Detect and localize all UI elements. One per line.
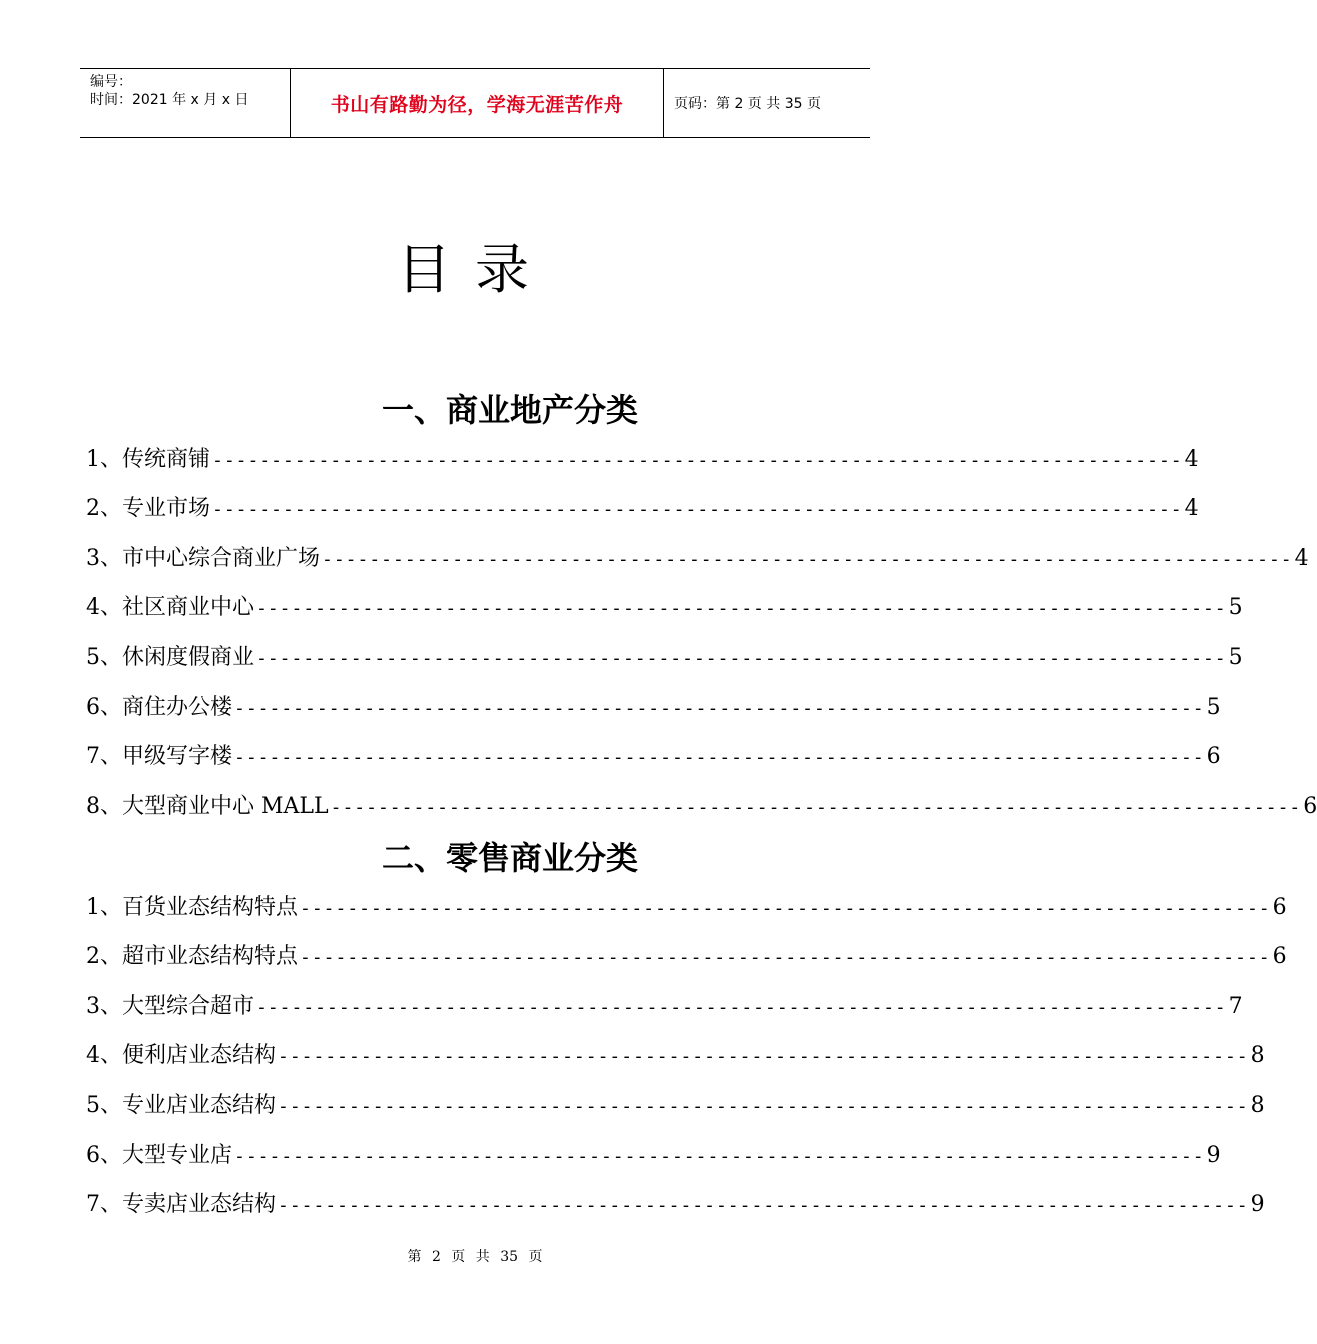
toc-entry-label: 8、大型商业中心 MALL (86, 794, 329, 819)
toc-entry-label: 4、便利店业态结构 (86, 1043, 276, 1068)
toc-entry-label: 5、专业店业态结构 (86, 1093, 276, 1118)
toc-entry-page: 6 (1303, 794, 1317, 819)
toc-leader: ---------------------------------------------------------------------------------- (256, 997, 1227, 1018)
toc-entry-page: 8 (1250, 1093, 1265, 1118)
toc-entry-label: 2、专业市场 (86, 496, 210, 521)
toc-entry-page: 6 (1272, 944, 1287, 969)
toc-entry-page: 4 (1184, 496, 1199, 521)
toc-leader: ---------------------------------------------------------------------------------- (212, 499, 1183, 520)
header-motto-cell (290, 69, 664, 137)
toc-entry-page: 5 (1228, 595, 1243, 620)
toc-entry-page: 6 (1272, 895, 1287, 920)
toc-entry-page: 9 (1250, 1192, 1265, 1217)
header-page-info: 页码：第 2 页 共 35 页 (674, 96, 821, 112)
toc-entry-label: 3、大型综合超市 (86, 994, 254, 1019)
toc-entry[interactable] (86, 942, 1287, 973)
toc-entry[interactable] (86, 792, 1317, 823)
toc-entry[interactable] (86, 544, 1309, 575)
toc-entry-page: 6 (1206, 744, 1221, 769)
toc-leader: ---------------------------------------------------------------------------------- (234, 1146, 1205, 1167)
toc-entry[interactable] (86, 1190, 1265, 1221)
toc-leader: ---------------------------------------------------------------------------------- (300, 947, 1271, 968)
header-motto: 书山有路勤为径，学海无涯苦作舟 (330, 93, 624, 116)
toc-leader: ---------------------------------------------------------------------------------- (278, 1096, 1249, 1117)
toc-entry-label: 3、市中心综合商业广场 (86, 546, 320, 571)
toc-entry[interactable] (86, 893, 1287, 924)
toc-entry[interactable] (86, 992, 1243, 1023)
toc-leader: ---------------------------------------------------------------------------------- (212, 450, 1183, 471)
toc-leader: ---------------------------------------------------------------------------------- (234, 698, 1205, 719)
toc-entry-page: 4 (1184, 447, 1199, 472)
toc-leader: ---------------------------------------------------------------------------------- (278, 1195, 1249, 1216)
toc-leader: ---------------------------------------------------------------------------------- (234, 747, 1205, 768)
toc-entry[interactable] (86, 1091, 1265, 1122)
toc-entry-label: 4、社区商业中心 (86, 595, 254, 620)
toc-entry-page: 5 (1206, 695, 1221, 720)
toc-entry-label: 7、甲级写字楼 (86, 744, 232, 769)
toc-entry-page: 4 (1294, 546, 1309, 571)
toc-entry-label: 1、传统商铺 (86, 447, 210, 472)
page-header (80, 68, 870, 138)
toc-leader: ---------------------------------------------------------------------------------- (278, 1046, 1249, 1067)
toc-entry-page: 7 (1228, 994, 1243, 1019)
toc-entry-label: 2、超市业态结构特点 (86, 944, 298, 969)
toc-entry[interactable] (86, 1041, 1265, 1072)
toc-entry-label: 5、休闲度假商业 (86, 645, 254, 670)
toc-leader: ---------------------------------------------------------------------------------- (322, 549, 1293, 570)
toc-entry-page: 5 (1228, 645, 1243, 670)
toc-entry-label: 6、商住办公楼 (86, 695, 232, 720)
toc-entry[interactable] (86, 445, 1199, 476)
toc-entry-label: 1、百货业态结构特点 (86, 895, 298, 920)
toc-leader: ---------------------------------------------------------------------------------- (256, 648, 1227, 669)
document-number-label: 编号： (90, 74, 132, 90)
toc-entry-page: 8 (1250, 1043, 1265, 1068)
toc-leader: ---------------------------------------------------------------------------------- (300, 898, 1271, 919)
toc-leader: ---------------------------------------------------------------------------------- (330, 797, 1302, 818)
section-title-1: 一、商业地产分类 (381, 391, 638, 429)
toc-entry[interactable] (86, 593, 1243, 624)
toc-entry[interactable] (86, 693, 1221, 724)
toc-entry[interactable] (86, 494, 1199, 525)
toc-entry-label: 6、大型专业店 (86, 1143, 232, 1168)
header-meta (80, 69, 290, 137)
toc-entry[interactable] (86, 643, 1243, 674)
toc-entry-page: 9 (1206, 1143, 1221, 1168)
toc-leader: ---------------------------------------------------------------------------------- (256, 598, 1227, 619)
page-footer: 第 2 页 共 35 页 (407, 1249, 543, 1265)
toc-entry[interactable] (86, 1141, 1221, 1172)
section-title-2: 二、零售商业分类 (381, 839, 638, 877)
document-time-label: 时间：2021 年 x 月 x 日 (90, 92, 249, 108)
document-title: 目录 (397, 238, 553, 301)
toc-entry-label: 7、专卖店业态结构 (86, 1192, 276, 1217)
toc-entry[interactable] (86, 742, 1221, 773)
